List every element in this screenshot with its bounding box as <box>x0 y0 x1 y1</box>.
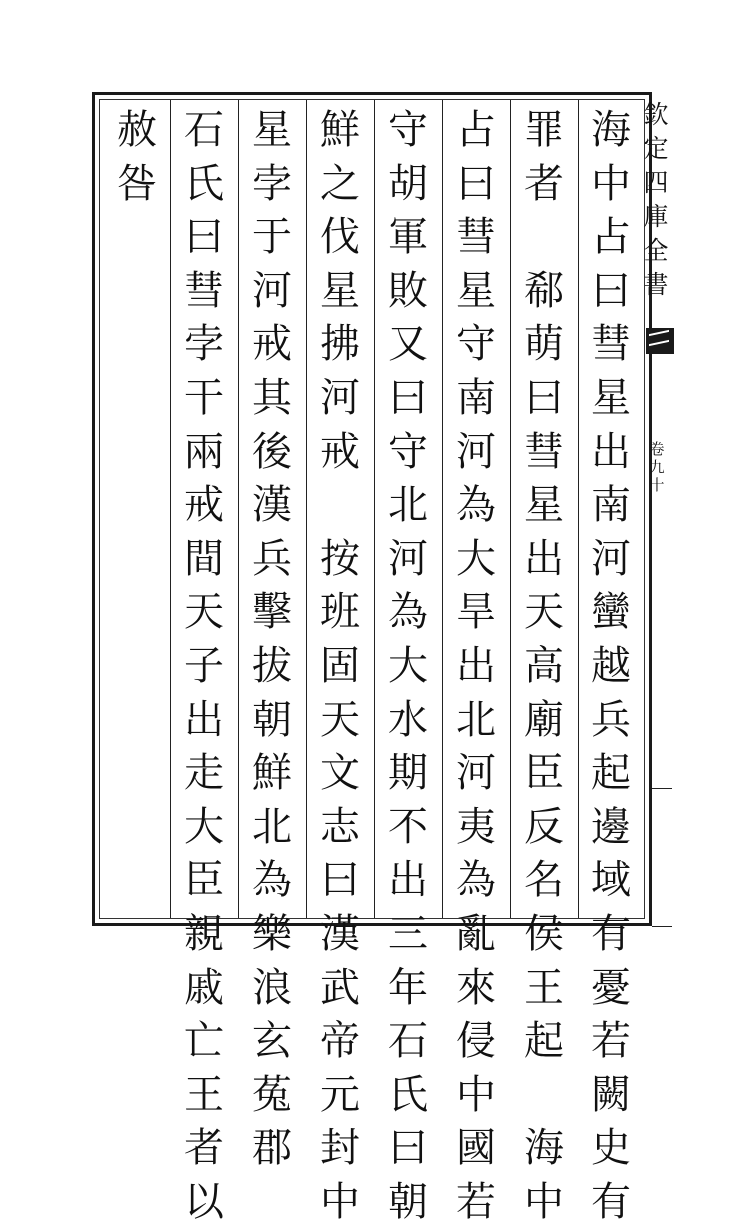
text-character: 鮮 <box>320 107 360 153</box>
text-character: 軍 <box>388 214 428 261</box>
text-character: 拂 <box>320 321 360 368</box>
text-character: 守 <box>388 428 428 475</box>
text-character: 若 <box>591 1018 631 1065</box>
column-rule <box>238 100 239 918</box>
margin-title-character: 欽 <box>643 100 669 129</box>
text-character: 海 <box>591 107 631 153</box>
text-character: 班 <box>320 589 360 636</box>
text-character: 起 <box>591 750 631 797</box>
text-column-4 <box>377 104 439 1229</box>
text-character: 王 <box>184 1071 224 1118</box>
text-column-7 <box>173 104 235 1229</box>
text-character: 南 <box>591 482 631 529</box>
column-rule <box>578 100 579 918</box>
margin-title-character: 定 <box>643 134 669 163</box>
text-character: 若 <box>456 1178 496 1225</box>
text-character: 中 <box>456 1071 496 1118</box>
text-column-8 <box>106 104 168 211</box>
text-character: 天 <box>320 696 360 743</box>
text-column-2 <box>513 104 575 1229</box>
text-character: 出 <box>184 696 224 743</box>
text-character: 旱 <box>456 589 496 636</box>
text-character: 戒 <box>184 482 224 529</box>
text-character: 以 <box>184 1178 224 1225</box>
text-character: 漢 <box>320 910 360 957</box>
text-character: 臣 <box>524 750 564 797</box>
text-character: 郗 <box>524 267 564 314</box>
text-character: 咎 <box>117 160 157 207</box>
text-character: 彗 <box>591 321 631 368</box>
text-character: 漢 <box>252 482 292 529</box>
text-character: 廟 <box>524 696 564 743</box>
juan-character: 十 <box>649 476 665 494</box>
text-character: 其 <box>252 374 292 421</box>
column-rule <box>510 100 511 918</box>
text-character: 間 <box>184 535 224 582</box>
text-character: 為 <box>456 482 496 529</box>
text-character: 菟 <box>252 1071 292 1118</box>
text-character: 域 <box>591 857 631 904</box>
text-character: 曰 <box>388 374 428 421</box>
text-character: 氏 <box>388 1071 428 1118</box>
text-character: 曰 <box>591 267 631 314</box>
text-character: 侯 <box>524 910 564 957</box>
text-character: 親 <box>184 910 224 957</box>
text-character: 文 <box>320 750 360 797</box>
text-character: 曰 <box>388 1125 428 1172</box>
text-character: 星 <box>320 267 360 314</box>
text-character: 星 <box>456 267 496 314</box>
text-character: 者 <box>184 1125 224 1172</box>
margin-juan-label <box>646 440 668 494</box>
text-character: 戒 <box>320 428 360 475</box>
text-character: 臣 <box>184 857 224 904</box>
column-rule <box>374 100 375 918</box>
text-character: 年 <box>388 964 428 1011</box>
text-column-3 <box>445 104 507 1229</box>
text-character: 河 <box>456 750 496 797</box>
text-column-5 <box>309 104 371 1229</box>
text-character: 大 <box>184 803 224 850</box>
text-character: 不 <box>388 803 428 850</box>
text-character: 干 <box>184 374 224 421</box>
text-character: 有 <box>591 910 631 957</box>
text-character: 海 <box>524 1125 564 1172</box>
text-character: 帝 <box>320 1018 360 1065</box>
text-character: 出 <box>524 535 564 582</box>
text-character: 名 <box>524 857 564 904</box>
text-character: 後 <box>252 428 292 475</box>
text-character: 守 <box>388 107 428 153</box>
text-character: 者 <box>524 160 564 207</box>
margin-title-character: 全 <box>643 236 669 265</box>
text-character: 中 <box>591 160 631 207</box>
text-character: 越 <box>591 642 631 689</box>
text-character: 出 <box>591 428 631 475</box>
text-character: 孛 <box>252 160 292 207</box>
text-character: 曰 <box>456 160 496 207</box>
text-character: 河 <box>591 535 631 582</box>
text-character: 北 <box>456 696 496 743</box>
column-rule <box>442 100 443 918</box>
text-character: 之 <box>320 160 360 207</box>
text-character: 河 <box>252 267 292 314</box>
text-character: 朝 <box>388 1178 428 1225</box>
text-character: 戚 <box>184 964 224 1011</box>
text-character: 按 <box>320 535 360 582</box>
text-character: 浪 <box>252 964 292 1011</box>
text-character: 中 <box>320 1178 360 1225</box>
text-character: 為 <box>252 857 292 904</box>
text-character: 期 <box>388 750 428 797</box>
column-rule <box>170 100 171 918</box>
text-character: 為 <box>388 589 428 636</box>
text-character: 赦 <box>117 107 157 153</box>
text-character: 星 <box>524 482 564 529</box>
text-character: 走 <box>184 750 224 797</box>
text-character: 朝 <box>252 696 292 743</box>
text-character: 為 <box>456 857 496 904</box>
juan-character: 九 <box>649 458 665 476</box>
text-character: 北 <box>252 803 292 850</box>
text-character: 固 <box>320 642 360 689</box>
text-column-6 <box>241 104 303 1176</box>
text-character: 大 <box>456 535 496 582</box>
text-character: 占 <box>591 214 631 261</box>
text-character: 曰 <box>184 214 224 261</box>
text-character: 出 <box>456 642 496 689</box>
text-character: 樂 <box>252 910 292 957</box>
column-rule <box>306 100 307 918</box>
text-character: 天 <box>184 589 224 636</box>
text-character: 高 <box>524 642 564 689</box>
text-character: 侵 <box>456 1018 496 1065</box>
text-character: 王 <box>524 964 564 1011</box>
text-character: 兵 <box>591 696 631 743</box>
text-character: 星 <box>252 107 292 153</box>
text-character: 有 <box>591 1178 631 1225</box>
text-character: 國 <box>456 1125 496 1172</box>
text-character: 彗 <box>524 428 564 475</box>
text-character: 彗 <box>184 267 224 314</box>
margin-title-character: 四 <box>643 168 669 197</box>
text-character: 曰 <box>524 374 564 421</box>
text-character: 子 <box>184 642 224 689</box>
text-character: 萌 <box>524 321 564 368</box>
text-character: 曰 <box>320 857 360 904</box>
text-character: 邊 <box>591 803 631 850</box>
text-character: 占 <box>456 107 496 153</box>
text-character: 孛 <box>184 321 224 368</box>
text-character: 又 <box>388 321 428 368</box>
text-character: 郡 <box>252 1125 292 1172</box>
text-character: 玄 <box>252 1018 292 1065</box>
text-character: 兵 <box>252 535 292 582</box>
text-character: 元 <box>320 1071 360 1118</box>
text-character: 河 <box>456 428 496 475</box>
text-character: 三 <box>388 910 428 957</box>
text-character: 敗 <box>388 267 428 314</box>
text-character: 彗 <box>456 214 496 261</box>
text-character: 鮮 <box>252 750 292 797</box>
text-character: 夷 <box>456 803 496 850</box>
text-character: 出 <box>388 857 428 904</box>
margin-book-title <box>643 98 669 302</box>
text-character: 伐 <box>320 214 360 261</box>
text-character: 闕 <box>591 1071 631 1118</box>
text-character: 胡 <box>388 160 428 207</box>
text-character: 南 <box>456 374 496 421</box>
text-character: 戒 <box>252 321 292 368</box>
text-character: 守 <box>456 321 496 368</box>
text-character: 河 <box>320 374 360 421</box>
text-character: 亡 <box>184 1018 224 1065</box>
text-character: 志 <box>320 803 360 850</box>
text-character: 大 <box>388 642 428 689</box>
margin-title-character: 庫 <box>643 202 669 231</box>
text-character: 拔 <box>252 642 292 689</box>
text-character: 武 <box>320 964 360 1011</box>
margin-rule <box>652 788 672 789</box>
text-character: 河 <box>388 535 428 582</box>
text-character: 反 <box>524 803 564 850</box>
text-character: 擊 <box>252 589 292 636</box>
text-character: 封 <box>320 1125 360 1172</box>
text-character: 起 <box>524 1018 564 1065</box>
margin-title-character: 書 <box>643 270 669 299</box>
fishtail-mark-icon <box>646 328 674 354</box>
text-character: 北 <box>388 482 428 529</box>
text-character: 亂 <box>456 910 496 957</box>
text-character: 兩 <box>184 428 224 475</box>
text-character: 天 <box>524 589 564 636</box>
text-character: 憂 <box>591 964 631 1011</box>
text-character: 水 <box>388 696 428 743</box>
text-character: 罪 <box>524 107 564 153</box>
text-character: 于 <box>252 214 292 261</box>
text-character: 石 <box>184 107 224 153</box>
text-character: 史 <box>591 1125 631 1172</box>
text-character: 蠻 <box>591 589 631 636</box>
text-character: 氏 <box>184 160 224 207</box>
margin-rule <box>652 926 672 927</box>
text-character: 星 <box>591 374 631 421</box>
text-character: 來 <box>456 964 496 1011</box>
text-character: 石 <box>388 1018 428 1065</box>
text-column-1 <box>580 104 642 1229</box>
text-character: 中 <box>524 1178 564 1225</box>
juan-character: 卷 <box>649 440 665 458</box>
